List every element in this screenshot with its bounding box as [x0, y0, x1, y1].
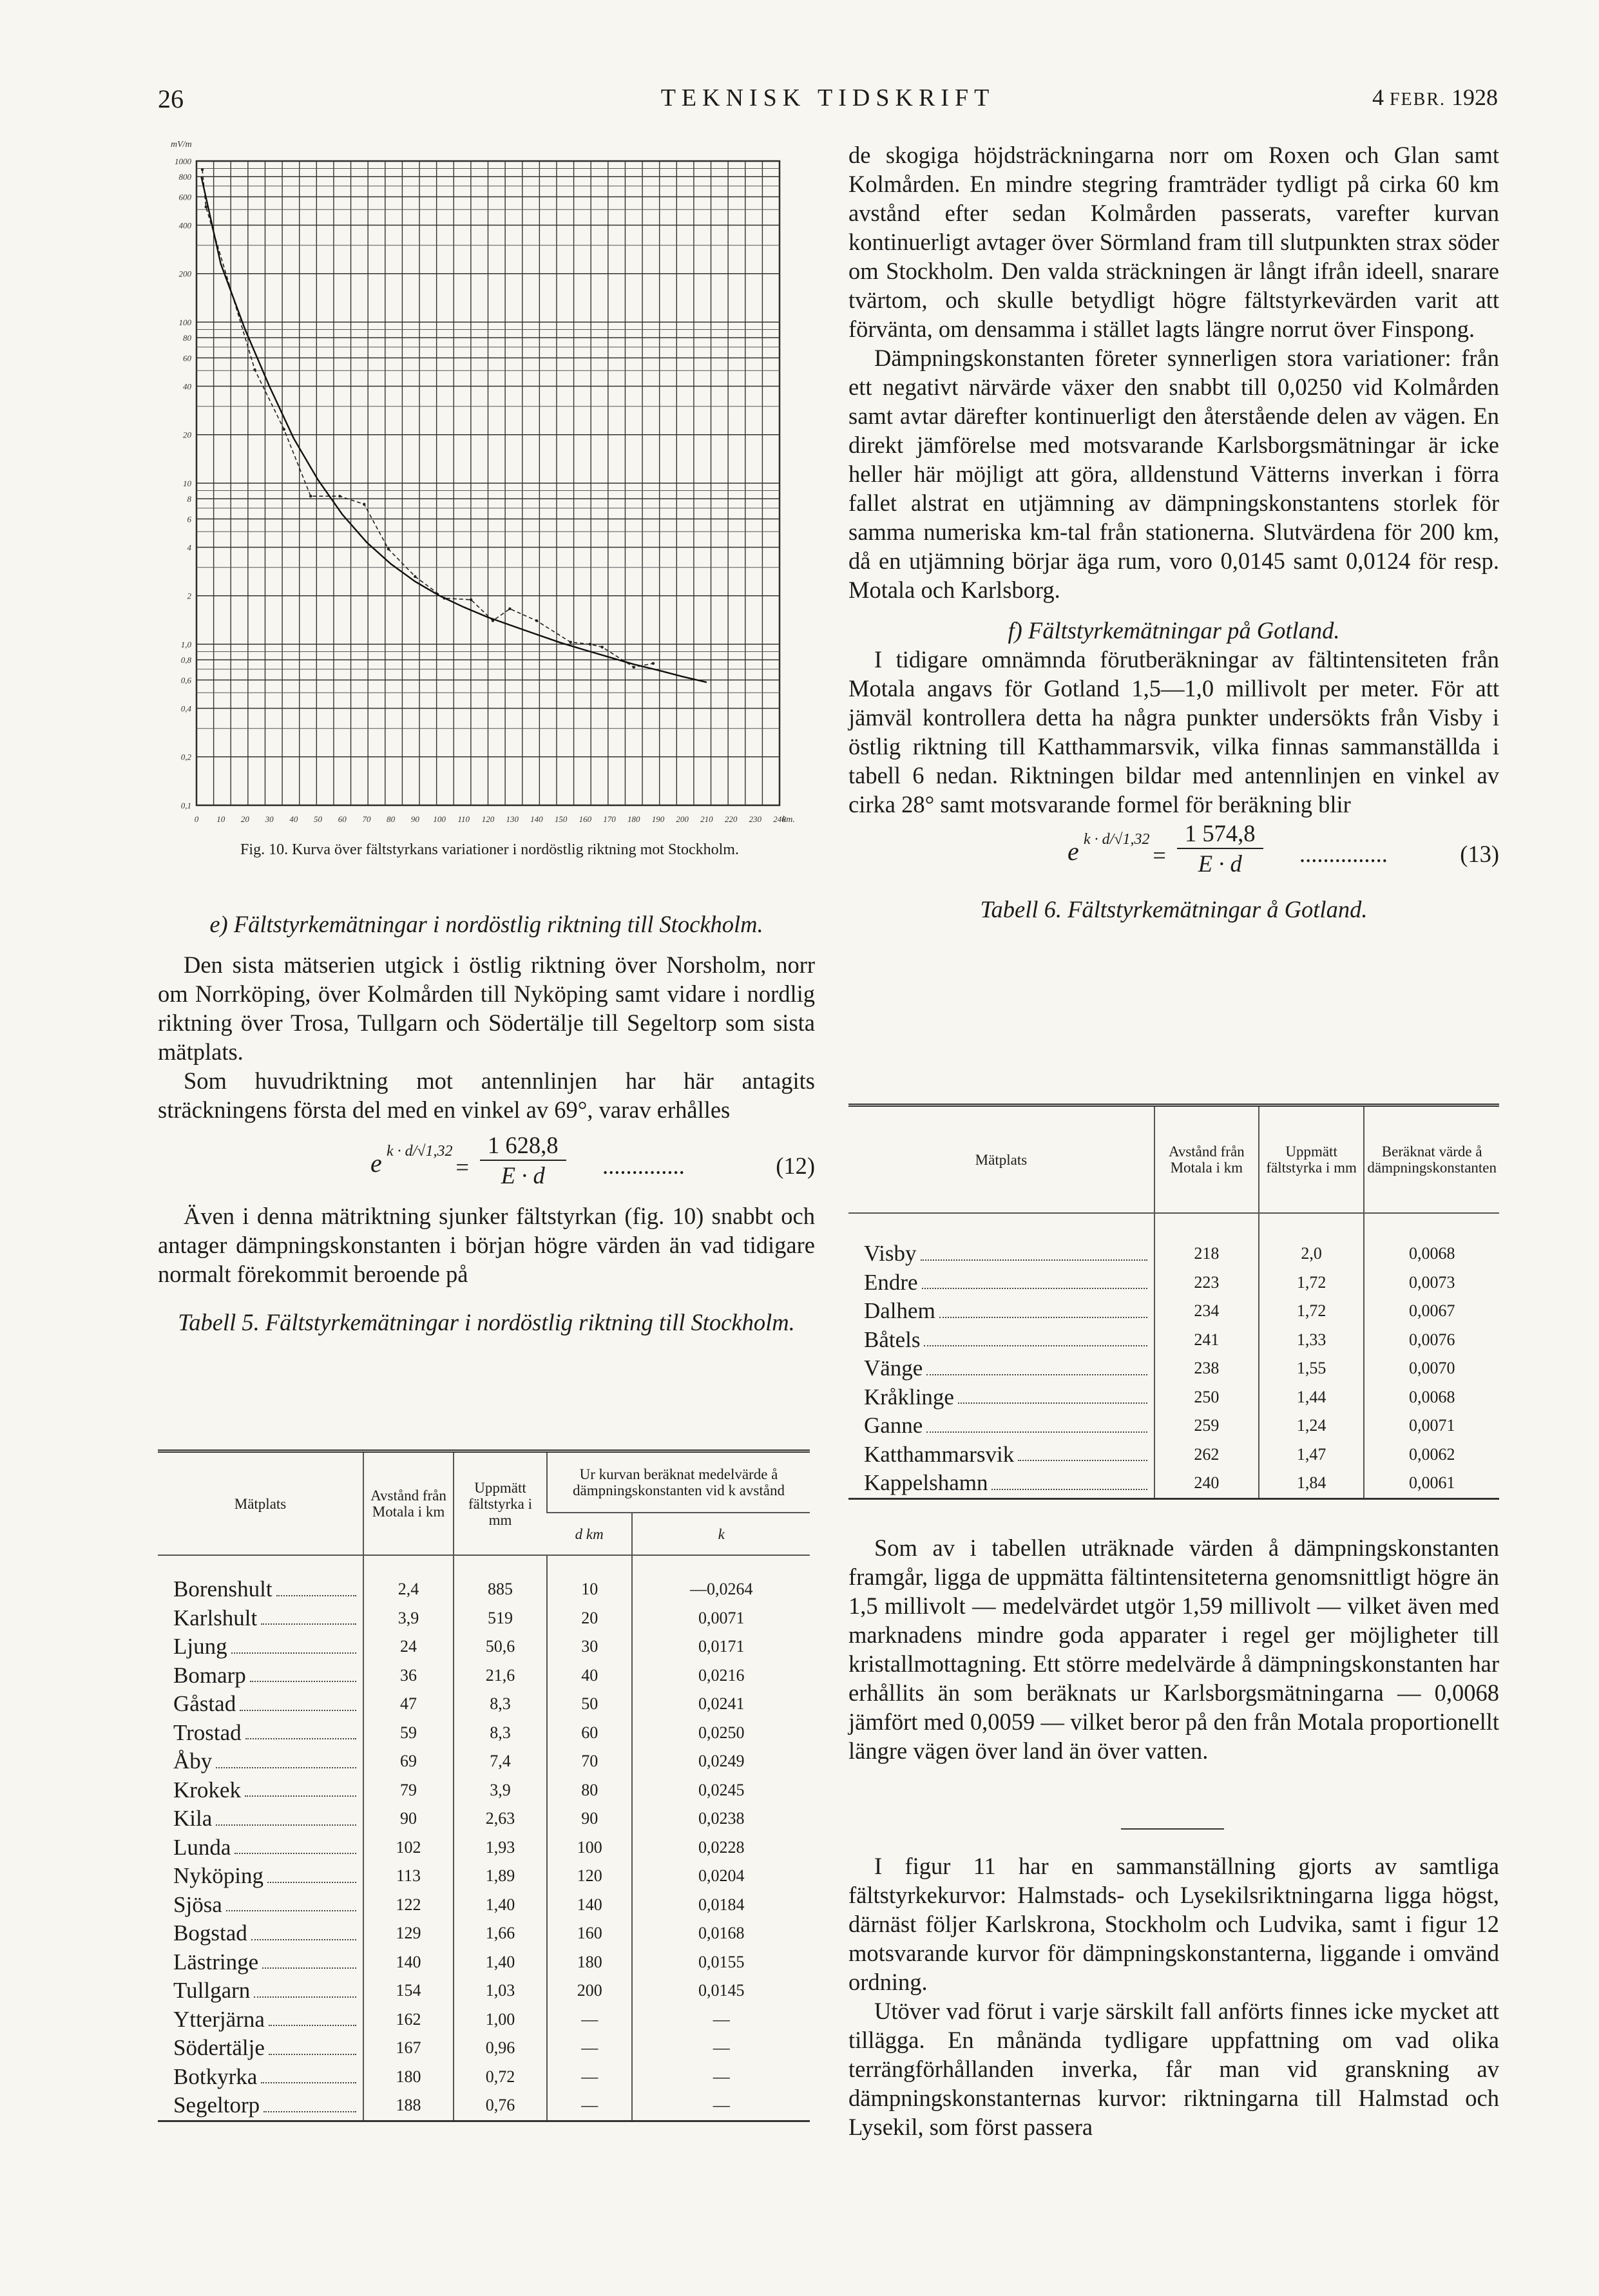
value-cell: 167: [363, 2034, 454, 2063]
table6-caption: Tabell 6. Fältstyrkemätningar å Gotland.: [980, 896, 1368, 923]
paragraph: Dämpningskonstanten företer synnerligen stora variationer: från ett negativt närvärde växer den snabbt till 0,0250 vid Kolmården samt avtar därefter kontinuerligt den återstående delen av vägen. En direkt jämförelse med motsvarande Karlsborgsmätningar är icke heller här möjligt att göra, alldenstund Vätterns inverkan i förra fallet alstrat en utjämning av dämpningskonstantens storlek för samma numeriska km-tal från stationerna. Slutvärdena för 200 km, då en utjämning börjar äga rum, voro 0,0145 samt 0,0124 för resp. Motala och Karlsborg.: [848, 345, 1499, 603]
place-name-cell: Endre: [848, 1268, 1154, 1297]
value-cell: 188: [363, 2091, 454, 2121]
value-cell: 36: [363, 1661, 454, 1690]
paragraph: Som av i tabellen uträknade värden å dämpningskonstanten framgår, ligga de uppmätta fältintensiteterna genomsnittligt högre än 1,5 millivolt — medelvärdet utgör 1,59 millivolt — vilket även med marknadens mindre goda apparater i regel ger möjligheter till kristallmottagning. Ett större medelvärde å dämpningskonstanten har erhållits än som beräknats ur Karlsborgsmätningarna — 0,0068 jämfört med 0,0059 — vilket beror på den från Motala proportionellt längre vägen över land än över vatten.: [848, 1535, 1499, 1764]
place-name-cell: Tullgarn: [158, 1976, 363, 2005]
value-cell: 162: [363, 2005, 454, 2034]
place-name-cell: Karlshult: [158, 1604, 363, 1633]
value-cell: 240: [1154, 1469, 1259, 1498]
table-row: [158, 1891, 810, 1920]
value-cell: 0,0228: [632, 1833, 810, 1862]
value-cell: —: [632, 2063, 810, 2092]
x-tick-label: 60: [338, 814, 347, 824]
place-name-cell: Båtels: [848, 1326, 1154, 1355]
y-tick-label: 100: [178, 318, 191, 327]
place-name-cell: Sjösa: [158, 1891, 363, 1920]
place-name-cell: Bogstad: [158, 1919, 363, 1948]
x-unit-label: km.: [782, 815, 795, 825]
value-cell: 60: [547, 1719, 632, 1748]
value-cell: 262: [1154, 1440, 1259, 1469]
value-cell: 0,0068: [1364, 1213, 1499, 1268]
y-tick-label: 80: [183, 333, 191, 343]
x-tick-label: 110: [457, 814, 470, 824]
value-cell: 70: [547, 1747, 632, 1776]
value-cell: 1,84: [1259, 1469, 1364, 1498]
measured-point: [363, 502, 365, 505]
place-name-cell: Trostad: [158, 1719, 363, 1748]
y-tick-label: 40: [183, 381, 191, 392]
measured-point: [633, 665, 635, 668]
table-row: [848, 1297, 1499, 1326]
value-cell: 113: [363, 1862, 454, 1891]
value-cell: 7,4: [454, 1747, 547, 1776]
measured-point: [652, 662, 655, 665]
table-6: Mätplats Avstånd från Motala i km Uppmätt fältstyrka i mm Beräknat värde å dämpningskonstanten Visby 218 2,0 0,0068 Endre 223 1,72 0,0073 Dalhem 234 1,72 0,0067 Båtels 241 1,33 0,0076 Vänge 238 1,55 0,0070 Kråklinge 250 1,44 0,0068 Ganne 259 1,24 0,0071 Katthammarsvik 262 1,47 0,0062 Kappelshamn 240 1,84 0,0061: [848, 1104, 1499, 1500]
value-cell: 30: [547, 1632, 632, 1661]
y-tick-label: 600: [178, 192, 191, 202]
value-cell: 200: [547, 1976, 632, 2005]
value-cell: 1,47: [1259, 1440, 1364, 1469]
value-cell: —: [632, 2034, 810, 2063]
y-tick-label: 10: [183, 479, 191, 488]
place-name-cell: Ganne: [848, 1411, 1154, 1440]
table-row: [158, 2034, 810, 2063]
place-name-cell: Ljung: [158, 1632, 363, 1661]
figure-10-chart: [158, 126, 828, 837]
value-cell: 129: [363, 1919, 454, 1948]
x-tick-label: 120: [481, 814, 495, 824]
table-row: [848, 1326, 1499, 1355]
x-tick-label: 70: [362, 814, 371, 824]
y-tick-label: 800: [178, 172, 191, 182]
value-cell: 218: [1154, 1213, 1259, 1268]
table5-caption: Tabell 5. Fältstyrkemätningar i nordöstlig riktning till Stockholm.: [178, 1309, 795, 1335]
x-tick-label: 80: [387, 814, 396, 824]
value-cell: 50: [547, 1690, 632, 1719]
table-row: [158, 1719, 810, 1748]
value-cell: 2,4: [363, 1555, 454, 1604]
value-cell: 885: [454, 1555, 547, 1604]
table-row: [848, 1354, 1499, 1383]
value-cell: 0,0070: [1364, 1354, 1499, 1383]
table-row: [158, 1632, 810, 1661]
table-row: [158, 1555, 810, 1604]
value-cell: 59: [363, 1719, 454, 1748]
table-5: Mätplats Avstånd från Motala i km Uppmätt fältstyrka i mm Ur kurvan beräknat medelvärde å dämpningskonstanten vid k avstånd d km k Borenshult 2,4 885 10 —0,0264 Karlshult 3,9 519 20 0,0071 Ljung 24 50,6 30 0,0171 Bomarp 36 21,6 40 0,0216 Gåstad 47 8,3 50 0,0241 Trostad 59 8,3 60 0,0250 Åby 69 7,4 70 0,0249 Krokek 79 3,9 80 0,0245 Kila 90 2,63 90 0,0238 Lunda 102 1,93 100 0,0228 Nyköping 113 1,89 120 0,0204 Sjösa 122 1,40 140 0,0184 Bogstad 129 1,66 160 0,0168 Lästringe 140 1,40 180 0,0155 Tullgarn 154 1,03 200 0,0145 Ytterjärna 162 1,00 — — Södertälje 167 0,96 — — Botkyrka 180 0,72 — — Segeltorp 188 0,76 — —: [158, 1449, 810, 2122]
value-cell: 79: [363, 1776, 454, 1805]
value-cell: 140: [363, 1948, 454, 1977]
right-column-bottom: [848, 1851, 1499, 2141]
value-cell: 1,40: [454, 1948, 547, 1977]
value-cell: 519: [454, 1604, 547, 1633]
value-cell: 0,0241: [632, 1690, 810, 1719]
value-cell: 238: [1154, 1354, 1259, 1383]
place-name-cell: Kila: [158, 1804, 363, 1833]
value-cell: 0,0145: [632, 1976, 810, 2005]
x-tick-label: 20: [240, 814, 249, 824]
measured-point: [205, 206, 207, 208]
value-cell: 47: [363, 1690, 454, 1719]
y-tick-label: 200: [178, 269, 191, 279]
value-cell: 250: [1154, 1383, 1259, 1412]
table-row: [158, 1976, 810, 2005]
y-tick-label: 0,8: [180, 655, 191, 665]
figure-caption: Fig. 10. Kurva över fältstyrkans variationer i nordöstlig riktning mot Stockholm.: [240, 841, 739, 858]
measured-point: [508, 607, 511, 610]
issue-date: 4 FEBR. 1928: [1372, 84, 1498, 110]
value-cell: 241: [1154, 1326, 1259, 1355]
measured-point: [414, 575, 416, 578]
table-row: [158, 1661, 810, 1690]
place-name-cell: Lunda: [158, 1833, 363, 1862]
x-tick-label: 140: [530, 814, 543, 824]
value-cell: 20: [547, 1604, 632, 1633]
x-tick-label: 130: [506, 814, 519, 824]
x-tick-label: 100: [433, 814, 446, 824]
place-name-cell: Krokek: [158, 1776, 363, 1805]
table-row: [158, 1604, 810, 1633]
place-name-cell: Kappelshamn: [848, 1469, 1154, 1498]
value-cell: 180: [547, 1948, 632, 1977]
x-tick-label: 40: [289, 814, 298, 824]
value-cell: 8,3: [454, 1719, 547, 1748]
value-cell: 1,40: [454, 1891, 547, 1920]
y-tick-label: 4: [187, 542, 191, 553]
value-cell: 1,72: [1259, 1297, 1364, 1326]
x-tick-label: 10: [216, 814, 225, 824]
table-row: [158, 2005, 810, 2034]
measured-point: [387, 548, 390, 550]
value-cell: 120: [547, 1862, 632, 1891]
table-row: [158, 1747, 810, 1776]
value-cell: 0,0184: [632, 1891, 810, 1920]
x-tick-label: 0: [194, 814, 199, 824]
table-row: [158, 1776, 810, 1805]
value-cell: 122: [363, 1891, 454, 1920]
value-cell: 0,0245: [632, 1776, 810, 1805]
measured-series-line: [202, 169, 653, 667]
value-cell: 180: [363, 2063, 454, 2092]
measured-point: [309, 495, 312, 497]
right-column-lower: [848, 1533, 1499, 1765]
y-tick-label: 2: [187, 591, 191, 601]
table-row: [848, 1440, 1499, 1469]
value-cell: 24: [363, 1632, 454, 1661]
place-name-cell: Ytterjärna: [158, 2005, 363, 2034]
table-row: [848, 1383, 1499, 1412]
measured-point: [601, 646, 604, 648]
measured-point: [570, 641, 572, 644]
x-tick-label: 30: [265, 814, 274, 824]
y-tick-label: 400: [178, 220, 191, 231]
value-cell: 1,66: [454, 1919, 547, 1948]
paragraph: I tidigare omnämnda förutberäkningar av fältintensiteten från Motala angavs för Gotland 1,5—1,0 millivolt per meter. För att jämväl kontrollera detta ha några punkter undersökts från Visby i östlig riktning till Katthammarsvik, vilka finnas sammanställda i tabell 6 nedan. Riktningen bildar med antennlinjen en vinkel av cirka 28° samt motsvarande formel för beräkning blir: [848, 646, 1499, 818]
table-row: [158, 2063, 810, 2092]
value-cell: 234: [1154, 1297, 1259, 1326]
y-tick-label: 1000: [175, 157, 191, 166]
place-name-cell: Borenshult: [158, 1555, 363, 1604]
value-cell: 1,55: [1259, 1354, 1364, 1383]
value-cell: 0,0068: [1364, 1383, 1499, 1412]
value-cell: —: [632, 2005, 810, 2034]
place-name-cell: Bomarp: [158, 1661, 363, 1690]
measured-point: [589, 643, 591, 646]
value-cell: 0,0171: [632, 1632, 810, 1661]
formula-12: e k · d/√1,32 = $\frac{1 628,8}{E \cdot d}$ .............. (12): [370, 1132, 815, 1189]
value-cell: 0,0076: [1364, 1326, 1499, 1355]
paragraph: Utöver vad förut i varje särskilt fall anförts finnes icke mycket att tillägga. En månända tydligare uppfattning om vad olika terrängförhållanden inverka, får man vid granskning av dämpningskonstanternas kurvor: riktningarna till Halmstad och Lysekil, som först passera: [848, 1998, 1499, 2140]
y-tick-label: 8: [187, 494, 191, 504]
y-unit-label: mV/m: [171, 140, 192, 149]
x-tick-label: 210: [700, 814, 713, 824]
value-cell: 1,00: [454, 2005, 547, 2034]
value-cell: —: [547, 2091, 632, 2121]
value-cell: 259: [1154, 1411, 1259, 1440]
value-cell: 2,0: [1259, 1213, 1364, 1268]
y-tick-label: 0,2: [180, 752, 191, 762]
value-cell: 8,3: [454, 1690, 547, 1719]
y-tick-label: 20: [183, 430, 191, 440]
value-cell: 102: [363, 1833, 454, 1862]
divider: [1121, 1828, 1224, 1830]
paragraph: Även i denna mätriktning sjunker fältstyrkan (fig. 10) snabbt och antager dämpningskonstanten i början högre värden än vad tidigare normalt förekommit beroende på: [158, 1203, 815, 1287]
page-number: 26: [158, 84, 184, 113]
x-tick-label: 170: [603, 814, 616, 824]
y-tick-label: 0,6: [180, 675, 191, 685]
x-tick-label: 50: [314, 814, 323, 824]
paragraph: de skogiga höjdsträckningarna norr om Roxen och Glan samt Kolmården. En mindre stegring framträder tydligt på cirka 60 km avstånd efter sedan Kolmården passerats, varefter kurvan kontinuerligt avtager över Sörmland fram till slutpunkten strax söder om Stockholm. Den valda sträckningen är långt ifrån ideell, snarare tvärtom, och skulle betydligt högre fältstyrkevärden varit att förvänta, om densamma i stället lagts längre norrut över Finspong.: [848, 142, 1499, 342]
value-cell: 40: [547, 1661, 632, 1690]
value-cell: 0,0204: [632, 1862, 810, 1891]
value-cell: 10: [547, 1555, 632, 1604]
place-name-cell: Södertälje: [158, 2034, 363, 2063]
value-cell: 0,0168: [632, 1919, 810, 1948]
table-row: [158, 1948, 810, 1977]
value-cell: —: [547, 2005, 632, 2034]
value-cell: 50,6: [454, 1632, 547, 1661]
measured-point: [470, 598, 472, 601]
value-cell: 69: [363, 1747, 454, 1776]
place-name-cell: Dalhem: [848, 1297, 1154, 1326]
value-cell: 3,9: [363, 1604, 454, 1633]
value-cell: 0,0071: [632, 1604, 810, 1633]
value-cell: 0,0249: [632, 1747, 810, 1776]
measured-point: [338, 495, 341, 497]
y-tick-label: 60: [183, 353, 191, 363]
y-tick-label: 0,1: [180, 801, 191, 810]
place-name-cell: Segeltorp: [158, 2091, 363, 2121]
x-tick-label: 190: [651, 814, 665, 824]
right-column: [848, 140, 1499, 924]
value-cell: 0,0250: [632, 1719, 810, 1748]
value-cell: 1,24: [1259, 1411, 1364, 1440]
value-cell: 1,72: [1259, 1268, 1364, 1297]
value-cell: 140: [547, 1891, 632, 1920]
value-cell: 0,0067: [1364, 1297, 1499, 1326]
chart-ticks: [171, 140, 795, 825]
place-name-cell: Gåstad: [158, 1690, 363, 1719]
value-cell: 1,03: [454, 1976, 547, 2005]
value-cell: 0,0061: [1364, 1469, 1499, 1498]
value-cell: 1,33: [1259, 1326, 1364, 1355]
x-tick-label: 90: [410, 814, 419, 824]
value-cell: —: [547, 2034, 632, 2063]
value-cell: 0,72: [454, 2063, 547, 2092]
x-tick-label: 220: [724, 814, 738, 824]
place-name-cell: Katthammarsvik: [848, 1440, 1154, 1469]
measured-point: [253, 368, 256, 371]
value-cell: 80: [547, 1776, 632, 1805]
place-name-cell: Kråklinge: [848, 1383, 1154, 1412]
value-cell: 1,89: [454, 1862, 547, 1891]
table-row: [158, 1919, 810, 1948]
value-cell: 0,0062: [1364, 1440, 1499, 1469]
table-row: [158, 1833, 810, 1862]
value-cell: 2,63: [454, 1804, 547, 1833]
value-cell: 3,9: [454, 1776, 547, 1805]
table-row: [848, 1213, 1499, 1268]
value-cell: —0,0264: [632, 1555, 810, 1604]
page-header: [158, 84, 1498, 122]
x-tick-label: 230: [749, 814, 762, 824]
y-tick-label: 0,4: [180, 703, 191, 714]
value-cell: 100: [547, 1833, 632, 1862]
x-tick-label: 160: [579, 814, 592, 824]
journal-title: TEKNISK TIDSKRIFT: [660, 84, 995, 111]
paragraph: I figur 11 har en sammanställning gjorts av samtliga fältstyrkekurvor: Halmstads- och Lysekilsriktningarna ligga högst, därnäst följer Karlskrona, Stockholm och Ludvika, samt i figur 12 motsvarande kurvor för dämpningskonstanterna, liggande i omvänd ordning.: [848, 1853, 1499, 1995]
place-name-cell: Nyköping: [158, 1862, 363, 1891]
table-row: [848, 1411, 1499, 1440]
chart-grid: [196, 161, 780, 805]
table-row: [158, 1690, 810, 1719]
place-name-cell: Botkyrka: [158, 2063, 363, 2092]
section-e-heading: e) Fältstyrkemätningar i nordöstlig riktning till Stockholm.: [209, 911, 763, 937]
value-cell: 0,0073: [1364, 1268, 1499, 1297]
formula-13: e k · d/√1,32 = $\frac{1 574,8}{E \cdot d}$ ............... (13): [1068, 820, 1499, 877]
value-cell: 21,6: [454, 1661, 547, 1690]
place-name-cell: Åby: [158, 1747, 363, 1776]
value-cell: 90: [547, 1804, 632, 1833]
place-name-cell: Vänge: [848, 1354, 1154, 1383]
measured-point: [201, 168, 204, 171]
x-tick-label: 240: [773, 814, 786, 824]
value-cell: 1,93: [454, 1833, 547, 1862]
value-cell: —: [547, 2063, 632, 2092]
measured-point: [283, 428, 285, 430]
value-cell: 0,0238: [632, 1804, 810, 1833]
value-cell: 0,76: [454, 2091, 547, 2121]
value-cell: 0,96: [454, 2034, 547, 2063]
value-cell: —: [632, 2091, 810, 2121]
value-cell: 223: [1154, 1268, 1259, 1297]
value-cell: 90: [363, 1804, 454, 1833]
value-cell: 0,0155: [632, 1948, 810, 1977]
table-row: [158, 1804, 810, 1833]
x-tick-label: 150: [554, 814, 568, 824]
value-cell: 160: [547, 1919, 632, 1948]
left-column: [158, 910, 815, 1337]
y-tick-label: 1,0: [180, 640, 191, 649]
place-name-cell: Lästringe: [158, 1948, 363, 1977]
place-name-cell: Visby: [848, 1213, 1154, 1268]
value-cell: 0,0071: [1364, 1411, 1499, 1440]
value-cell: 0,0216: [632, 1661, 810, 1690]
x-tick-label: 200: [676, 814, 689, 824]
value-cell: 154: [363, 1976, 454, 2005]
paragraph: Den sista mätserien utgick i östlig riktning över Norsholm, norr om Norrköping, över Kolmården till Nyköping samt vidare i nordlig riktning över Trosa, Tullgarn och Södertälje till Segeltorp som sista mätplats.: [158, 952, 815, 1065]
table-row: [158, 2091, 810, 2121]
value-cell: 1,44: [1259, 1383, 1364, 1412]
x-tick-label: 180: [627, 814, 640, 824]
y-tick-label: 6: [187, 514, 191, 524]
table-row: [848, 1268, 1499, 1297]
table-row: [158, 1862, 810, 1891]
table-row: [848, 1469, 1499, 1498]
section-f-heading: f) Fältstyrkemätningar på Gotland.: [1008, 617, 1340, 644]
paragraph: Som huvudriktning mot antennlinjen har här antagits sträckningens första del med en vinkel av 69°, varav erhålles: [158, 1067, 815, 1123]
measured-point: [535, 619, 538, 622]
